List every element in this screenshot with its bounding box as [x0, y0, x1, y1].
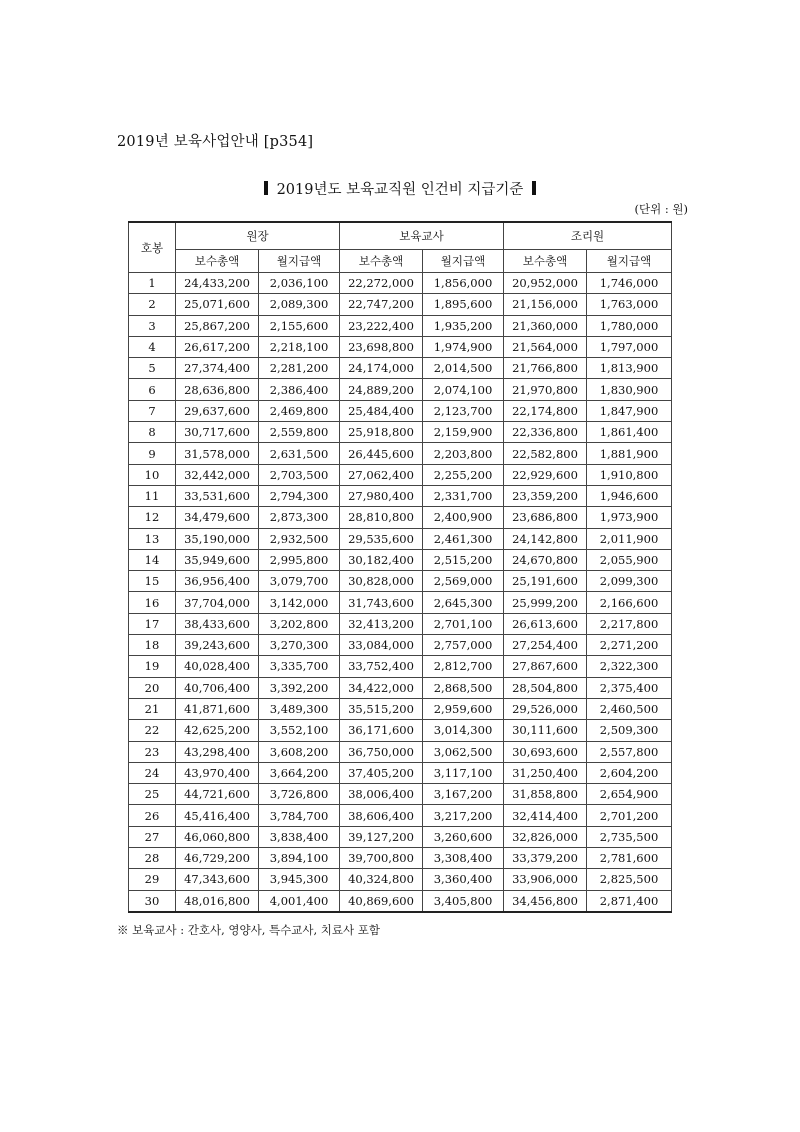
- step-cell: 14: [129, 549, 176, 570]
- amount-cell: 28,504,800: [504, 677, 587, 698]
- table-body: [129, 273, 672, 912]
- sub-header: 보수총액: [504, 250, 587, 273]
- step-cell: 20: [129, 677, 176, 698]
- amount-cell: 21,766,800: [504, 358, 587, 379]
- amount-cell: 1,861,400: [587, 422, 672, 443]
- step-cell: 11: [129, 485, 176, 506]
- amount-cell: 25,867,200: [176, 315, 259, 336]
- amount-cell: 25,999,200: [504, 592, 587, 613]
- table-row: [129, 698, 672, 719]
- amount-cell: 2,400,900: [423, 507, 504, 528]
- amount-cell: 1,830,900: [587, 379, 672, 400]
- sub-header: 보수총액: [176, 250, 259, 273]
- amount-cell: 2,509,300: [587, 720, 672, 741]
- amount-cell: 23,686,800: [504, 507, 587, 528]
- amount-cell: 2,735,500: [587, 826, 672, 847]
- amount-cell: 2,645,300: [423, 592, 504, 613]
- amount-cell: 29,535,600: [340, 528, 423, 549]
- amount-cell: 23,222,400: [340, 315, 423, 336]
- amount-cell: 2,559,800: [259, 422, 340, 443]
- table-row: [129, 826, 672, 847]
- amount-cell: 33,379,200: [504, 848, 587, 869]
- amount-cell: 2,322,300: [587, 656, 672, 677]
- amount-cell: 1,935,200: [423, 315, 504, 336]
- amount-cell: 45,416,400: [176, 805, 259, 826]
- amount-cell: 22,582,800: [504, 443, 587, 464]
- amount-cell: 31,250,400: [504, 762, 587, 783]
- amount-cell: 31,743,600: [340, 592, 423, 613]
- amount-cell: 2,868,500: [423, 677, 504, 698]
- table-row: [129, 422, 672, 443]
- step-cell: 28: [129, 848, 176, 869]
- table-row: [129, 677, 672, 698]
- amount-cell: 39,243,600: [176, 635, 259, 656]
- table-row: [129, 400, 672, 421]
- step-cell: 16: [129, 592, 176, 613]
- step-cell: 10: [129, 464, 176, 485]
- sub-header: 월지급액: [259, 250, 340, 273]
- amount-cell: 22,272,000: [340, 273, 423, 294]
- amount-cell: 2,331,700: [423, 485, 504, 506]
- amount-cell: 24,433,200: [176, 273, 259, 294]
- amount-cell: 30,828,000: [340, 571, 423, 592]
- step-cell: 2: [129, 294, 176, 315]
- amount-cell: 2,701,200: [587, 805, 672, 826]
- amount-cell: 29,637,600: [176, 400, 259, 421]
- step-cell: 13: [129, 528, 176, 549]
- amount-cell: 2,959,600: [423, 698, 504, 719]
- amount-cell: 22,747,200: [340, 294, 423, 315]
- amount-cell: 1,974,900: [423, 336, 504, 357]
- amount-cell: 3,392,200: [259, 677, 340, 698]
- amount-cell: 36,171,600: [340, 720, 423, 741]
- amount-cell: 31,858,800: [504, 784, 587, 805]
- table-row: [129, 592, 672, 613]
- table-row: [129, 443, 672, 464]
- amount-cell: 2,099,300: [587, 571, 672, 592]
- title-bar-right: [532, 181, 536, 195]
- amount-cell: 39,127,200: [340, 826, 423, 847]
- amount-cell: 3,167,200: [423, 784, 504, 805]
- amount-cell: 2,569,000: [423, 571, 504, 592]
- amount-cell: 3,014,300: [423, 720, 504, 741]
- amount-cell: 28,810,800: [340, 507, 423, 528]
- table-row: [129, 613, 672, 634]
- table-row: [129, 762, 672, 783]
- amount-cell: 40,706,400: [176, 677, 259, 698]
- amount-cell: 1,973,900: [587, 507, 672, 528]
- amount-cell: 36,956,400: [176, 571, 259, 592]
- amount-cell: 2,757,000: [423, 635, 504, 656]
- amount-cell: 2,281,200: [259, 358, 340, 379]
- step-header: 호봉: [129, 222, 176, 273]
- amount-cell: 35,515,200: [340, 698, 423, 719]
- amount-cell: 3,945,300: [259, 869, 340, 890]
- amount-cell: 34,456,800: [504, 890, 587, 912]
- table-row: [129, 464, 672, 485]
- table-row: [129, 869, 672, 890]
- amount-cell: 3,335,700: [259, 656, 340, 677]
- amount-cell: 1,946,600: [587, 485, 672, 506]
- amount-cell: 2,074,100: [423, 379, 504, 400]
- amount-cell: 30,182,400: [340, 549, 423, 570]
- footnote: ※ 보육교사 : 간호사, 영양사, 특수교사, 치료사 포함: [117, 923, 380, 937]
- amount-cell: 27,062,400: [340, 464, 423, 485]
- step-cell: 1: [129, 273, 176, 294]
- table-row: [129, 485, 672, 506]
- amount-cell: 2,166,600: [587, 592, 672, 613]
- amount-cell: 41,871,600: [176, 698, 259, 719]
- amount-cell: 36,750,000: [340, 741, 423, 762]
- amount-cell: 2,873,300: [259, 507, 340, 528]
- group-header-teacher: 보육교사: [340, 222, 504, 250]
- amount-cell: 4,001,400: [259, 890, 340, 912]
- amount-cell: 27,867,600: [504, 656, 587, 677]
- amount-cell: 25,918,800: [340, 422, 423, 443]
- step-cell: 6: [129, 379, 176, 400]
- amount-cell: 2,217,800: [587, 613, 672, 634]
- amount-cell: 43,298,400: [176, 741, 259, 762]
- step-cell: 26: [129, 805, 176, 826]
- amount-cell: 1,763,000: [587, 294, 672, 315]
- amount-cell: 3,260,600: [423, 826, 504, 847]
- amount-cell: 33,752,400: [340, 656, 423, 677]
- sub-header: 월지급액: [587, 250, 672, 273]
- amount-cell: 2,604,200: [587, 762, 672, 783]
- step-cell: 23: [129, 741, 176, 762]
- amount-cell: 2,995,800: [259, 549, 340, 570]
- step-cell: 4: [129, 336, 176, 357]
- amount-cell: 27,374,400: [176, 358, 259, 379]
- amount-cell: 2,089,300: [259, 294, 340, 315]
- amount-cell: 3,838,400: [259, 826, 340, 847]
- amount-cell: 1,780,000: [587, 315, 672, 336]
- amount-cell: 28,636,800: [176, 379, 259, 400]
- amount-cell: 2,255,200: [423, 464, 504, 485]
- step-cell: 12: [129, 507, 176, 528]
- table-row: [129, 294, 672, 315]
- step-cell: 22: [129, 720, 176, 741]
- amount-cell: 2,055,900: [587, 549, 672, 570]
- amount-cell: 2,203,800: [423, 443, 504, 464]
- amount-cell: 24,670,800: [504, 549, 587, 570]
- amount-cell: 3,489,300: [259, 698, 340, 719]
- amount-cell: 26,613,600: [504, 613, 587, 634]
- amount-cell: 38,606,400: [340, 805, 423, 826]
- amount-cell: 24,142,800: [504, 528, 587, 549]
- amount-cell: 27,254,400: [504, 635, 587, 656]
- step-cell: 8: [129, 422, 176, 443]
- amount-cell: 46,729,200: [176, 848, 259, 869]
- amount-cell: 1,910,800: [587, 464, 672, 485]
- amount-cell: 2,781,600: [587, 848, 672, 869]
- table-row: [129, 507, 672, 528]
- amount-cell: 2,557,800: [587, 741, 672, 762]
- title-bar-left: [264, 181, 268, 195]
- amount-cell: 1,847,900: [587, 400, 672, 421]
- step-cell: 9: [129, 443, 176, 464]
- amount-cell: 1,856,000: [423, 273, 504, 294]
- amount-cell: 37,405,200: [340, 762, 423, 783]
- table-row: [129, 273, 672, 294]
- amount-cell: 3,202,800: [259, 613, 340, 634]
- amount-cell: 38,433,600: [176, 613, 259, 634]
- amount-cell: 2,515,200: [423, 549, 504, 570]
- amount-cell: 33,084,000: [340, 635, 423, 656]
- amount-cell: 2,011,900: [587, 528, 672, 549]
- amount-cell: 3,552,100: [259, 720, 340, 741]
- step-cell: 21: [129, 698, 176, 719]
- amount-cell: 22,929,600: [504, 464, 587, 485]
- sub-header: 보수총액: [340, 250, 423, 273]
- amount-cell: 24,889,200: [340, 379, 423, 400]
- amount-cell: 3,360,400: [423, 869, 504, 890]
- amount-cell: 38,006,400: [340, 784, 423, 805]
- step-cell: 24: [129, 762, 176, 783]
- document-header: 2019년 보육사업안내 [p354]: [117, 134, 314, 150]
- step-cell: 29: [129, 869, 176, 890]
- amount-cell: 32,826,000: [504, 826, 587, 847]
- group-header-director: 원장: [176, 222, 340, 250]
- table-title-text: 2019년도 보육교직원 인건비 지급기준: [276, 182, 524, 198]
- amount-cell: 22,174,800: [504, 400, 587, 421]
- amount-cell: 32,413,200: [340, 613, 423, 634]
- table-row: [129, 805, 672, 826]
- step-cell: 17: [129, 613, 176, 634]
- amount-cell: 26,617,200: [176, 336, 259, 357]
- amount-cell: 46,060,800: [176, 826, 259, 847]
- amount-cell: 2,159,900: [423, 422, 504, 443]
- amount-cell: 32,442,000: [176, 464, 259, 485]
- amount-cell: 30,717,600: [176, 422, 259, 443]
- amount-cell: 3,894,100: [259, 848, 340, 869]
- step-cell: 5: [129, 358, 176, 379]
- amount-cell: 21,360,000: [504, 315, 587, 336]
- table-row: [129, 358, 672, 379]
- amount-cell: 22,336,800: [504, 422, 587, 443]
- table-row: [129, 848, 672, 869]
- amount-cell: 34,479,600: [176, 507, 259, 528]
- step-cell: 30: [129, 890, 176, 912]
- unit-label: (단위 : 원): [634, 202, 688, 216]
- table-row: [129, 784, 672, 805]
- amount-cell: 40,028,400: [176, 656, 259, 677]
- amount-cell: 47,343,600: [176, 869, 259, 890]
- step-cell: 7: [129, 400, 176, 421]
- amount-cell: 21,970,800: [504, 379, 587, 400]
- amount-cell: 37,704,000: [176, 592, 259, 613]
- amount-cell: 2,794,300: [259, 485, 340, 506]
- step-cell: 27: [129, 826, 176, 847]
- table-row: [129, 656, 672, 677]
- amount-cell: 2,461,300: [423, 528, 504, 549]
- amount-cell: 2,271,200: [587, 635, 672, 656]
- amount-cell: 40,324,800: [340, 869, 423, 890]
- table-row: [129, 635, 672, 656]
- amount-cell: 20,952,000: [504, 273, 587, 294]
- step-cell: 18: [129, 635, 176, 656]
- amount-cell: 31,578,000: [176, 443, 259, 464]
- amount-cell: 34,422,000: [340, 677, 423, 698]
- amount-cell: 2,469,800: [259, 400, 340, 421]
- table-row: [129, 549, 672, 570]
- amount-cell: 2,932,500: [259, 528, 340, 549]
- amount-cell: 2,218,100: [259, 336, 340, 357]
- amount-cell: 40,869,600: [340, 890, 423, 912]
- amount-cell: 27,980,400: [340, 485, 423, 506]
- salary-table: [128, 221, 672, 913]
- amount-cell: 26,445,600: [340, 443, 423, 464]
- amount-cell: 1,895,600: [423, 294, 504, 315]
- step-cell: 15: [129, 571, 176, 592]
- amount-cell: 35,949,600: [176, 549, 259, 570]
- amount-cell: 3,405,800: [423, 890, 504, 912]
- amount-cell: 2,825,500: [587, 869, 672, 890]
- amount-cell: 44,721,600: [176, 784, 259, 805]
- amount-cell: 33,906,000: [504, 869, 587, 890]
- amount-cell: 21,564,000: [504, 336, 587, 357]
- table-row: [129, 890, 672, 912]
- amount-cell: 2,812,700: [423, 656, 504, 677]
- amount-cell: 2,654,900: [587, 784, 672, 805]
- amount-cell: 3,062,500: [423, 741, 504, 762]
- table-row: [129, 720, 672, 741]
- amount-cell: 2,703,500: [259, 464, 340, 485]
- amount-cell: 3,664,200: [259, 762, 340, 783]
- amount-cell: 2,460,500: [587, 698, 672, 719]
- amount-cell: 25,071,600: [176, 294, 259, 315]
- amount-cell: 3,217,200: [423, 805, 504, 826]
- sub-header: 월지급액: [423, 250, 504, 273]
- amount-cell: 25,191,600: [504, 571, 587, 592]
- amount-cell: 43,970,400: [176, 762, 259, 783]
- amount-cell: 3,117,100: [423, 762, 504, 783]
- table-row: [129, 571, 672, 592]
- amount-cell: 32,414,400: [504, 805, 587, 826]
- amount-cell: 1,746,000: [587, 273, 672, 294]
- step-cell: 3: [129, 315, 176, 336]
- amount-cell: 25,484,400: [340, 400, 423, 421]
- amount-cell: 30,693,600: [504, 741, 587, 762]
- amount-cell: 3,142,000: [259, 592, 340, 613]
- amount-cell: 1,881,900: [587, 443, 672, 464]
- amount-cell: 2,036,100: [259, 273, 340, 294]
- amount-cell: 24,174,000: [340, 358, 423, 379]
- amount-cell: 3,784,700: [259, 805, 340, 826]
- amount-cell: 39,700,800: [340, 848, 423, 869]
- amount-cell: 2,386,400: [259, 379, 340, 400]
- amount-cell: 29,526,000: [504, 698, 587, 719]
- amount-cell: 2,701,100: [423, 613, 504, 634]
- amount-cell: 3,726,800: [259, 784, 340, 805]
- amount-cell: 3,608,200: [259, 741, 340, 762]
- amount-cell: 48,016,800: [176, 890, 259, 912]
- amount-cell: 42,625,200: [176, 720, 259, 741]
- amount-cell: 3,079,700: [259, 571, 340, 592]
- table-row: [129, 741, 672, 762]
- table-row: [129, 315, 672, 336]
- amount-cell: 2,014,500: [423, 358, 504, 379]
- amount-cell: 2,871,400: [587, 890, 672, 912]
- amount-cell: 23,698,800: [340, 336, 423, 357]
- amount-cell: 1,813,900: [587, 358, 672, 379]
- table-row: [129, 336, 672, 357]
- amount-cell: 30,111,600: [504, 720, 587, 741]
- amount-cell: 2,375,400: [587, 677, 672, 698]
- table-title: [0, 178, 800, 199]
- amount-cell: 33,531,600: [176, 485, 259, 506]
- amount-cell: 2,123,700: [423, 400, 504, 421]
- amount-cell: 23,359,200: [504, 485, 587, 506]
- amount-cell: 1,797,000: [587, 336, 672, 357]
- step-cell: 25: [129, 784, 176, 805]
- group-header-cook: 조리원: [504, 222, 672, 250]
- amount-cell: 3,308,400: [423, 848, 504, 869]
- amount-cell: 2,631,500: [259, 443, 340, 464]
- amount-cell: 21,156,000: [504, 294, 587, 315]
- amount-cell: 2,155,600: [259, 315, 340, 336]
- amount-cell: 35,190,000: [176, 528, 259, 549]
- table-row: [129, 528, 672, 549]
- table-row: [129, 379, 672, 400]
- amount-cell: 3,270,300: [259, 635, 340, 656]
- step-cell: 19: [129, 656, 176, 677]
